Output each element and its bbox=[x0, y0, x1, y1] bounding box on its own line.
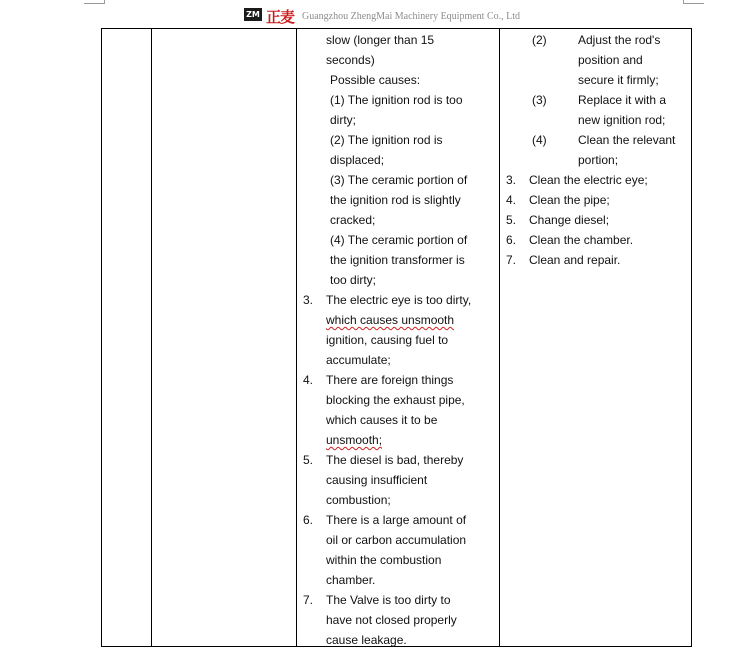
troubleshooting-table bbox=[101, 28, 692, 647]
solution-text: Change diesel; bbox=[529, 213, 610, 227]
cause-line: There are foreign things bbox=[326, 373, 454, 387]
cause-number: 7. bbox=[303, 593, 314, 607]
solution-sub-line: Adjust the rod's bbox=[578, 33, 661, 47]
solution-sub-number: (4) bbox=[532, 133, 547, 147]
solution-number: 5. bbox=[506, 213, 517, 227]
cause-line: unsmooth; bbox=[326, 433, 383, 447]
sub-cause-line: (4) The ceramic portion of bbox=[330, 233, 468, 247]
sub-cause-line: cracked; bbox=[330, 213, 376, 227]
cause-line: chamber. bbox=[326, 573, 376, 587]
cause-line: cause leakage. bbox=[326, 633, 407, 647]
sub-cause-line: too dirty; bbox=[330, 273, 377, 287]
brand-name-cn: 正麦 bbox=[266, 8, 295, 26]
solution-sub-number: (2) bbox=[532, 33, 547, 47]
possible-causes-label: Possible causes: bbox=[330, 73, 421, 87]
sub-cause-line: (3) The ceramic portion of bbox=[330, 173, 468, 187]
solution-sub-number: (3) bbox=[532, 93, 547, 107]
solution-sub-line: secure it firmly; bbox=[578, 73, 659, 87]
cause-line: which causes unsmooth bbox=[326, 313, 455, 327]
sub-cause-line: (2) The ignition rod is bbox=[330, 133, 443, 147]
column-divider bbox=[151, 29, 152, 646]
column-divider bbox=[296, 29, 297, 646]
solution-number: 6. bbox=[506, 233, 517, 247]
sub-cause-line: dirty; bbox=[330, 113, 357, 127]
sub-cause-line: displaced; bbox=[330, 153, 385, 167]
cause-intro-line: seconds) bbox=[326, 53, 375, 67]
cause-line: The Valve is too dirty to bbox=[326, 593, 451, 607]
cause-line: The electric eye is too dirty, bbox=[326, 293, 472, 307]
cause-line: oil or carbon accumulation bbox=[326, 533, 467, 547]
solution-number: 7. bbox=[506, 253, 517, 267]
solution-number: 4. bbox=[506, 193, 517, 207]
cause-line: accumulate; bbox=[326, 353, 391, 367]
column-divider bbox=[499, 29, 500, 646]
cause-line: The diesel is bad, thereby bbox=[326, 453, 464, 467]
sub-cause-line: the ignition rod is slightly bbox=[330, 193, 461, 207]
cause-number: 3. bbox=[303, 293, 314, 307]
solution-sub-line: portion; bbox=[578, 153, 619, 167]
cause-number: 6. bbox=[303, 513, 314, 527]
cause-line: have not closed properly bbox=[326, 613, 457, 627]
cause-intro-line: slow (longer than 15 bbox=[326, 33, 435, 47]
solution-text: Clean and repair. bbox=[529, 253, 621, 267]
cause-number: 5. bbox=[303, 453, 314, 467]
solution-sub-line: position and bbox=[578, 53, 643, 67]
crop-mark-right bbox=[683, 0, 704, 4]
crop-mark-left bbox=[84, 0, 105, 4]
cause-line: ignition, causing fuel to bbox=[326, 333, 449, 347]
solution-text: Clean the electric eye; bbox=[529, 173, 648, 187]
solution-sub-line: Clean the relevant bbox=[578, 133, 676, 147]
cause-line: combustion; bbox=[326, 493, 391, 507]
cause-line: There is a large amount of bbox=[326, 513, 467, 527]
solution-number: 3. bbox=[506, 173, 517, 187]
solution-text: Clean the chamber. bbox=[529, 233, 634, 247]
sub-cause-line: the ignition transformer is bbox=[330, 253, 465, 267]
solution-text: Clean the pipe; bbox=[529, 193, 610, 207]
cause-line: which causes it to be bbox=[326, 413, 438, 427]
cause-line: causing insufficient bbox=[326, 473, 428, 487]
cause-line: within the combustion bbox=[326, 553, 442, 567]
company-logo: ZM bbox=[244, 8, 262, 21]
solution-sub-line: Replace it with a bbox=[578, 93, 667, 107]
cause-number: 4. bbox=[303, 373, 314, 387]
cause-line: blocking the exhaust pipe, bbox=[326, 393, 465, 407]
solution-sub-line: new ignition rod; bbox=[578, 113, 666, 127]
sub-cause-line: (1) The ignition rod is too bbox=[330, 93, 463, 107]
company-name: Guangzhou ZhengMai Machinery Equipment Co., Ltd bbox=[302, 11, 521, 22]
